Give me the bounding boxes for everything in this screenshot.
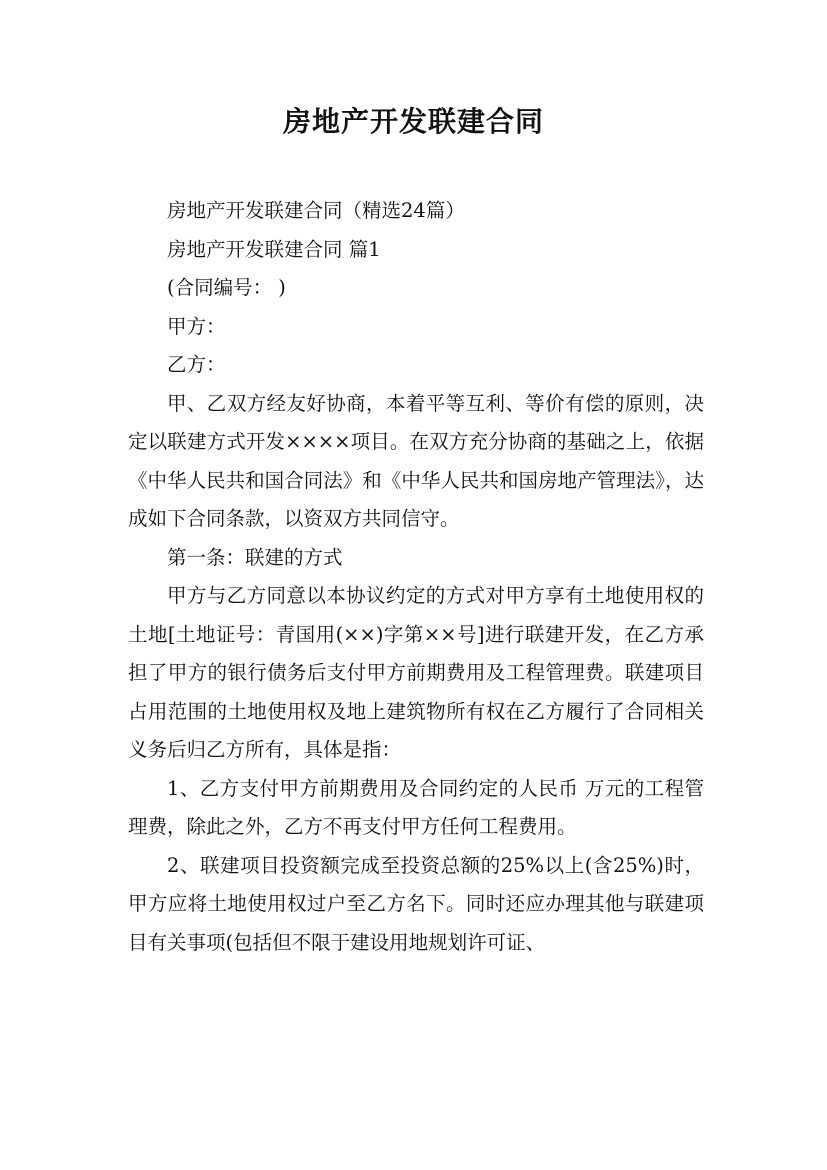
body-paragraph: 甲方： bbox=[167, 314, 226, 338]
document-title: 房地产开发联建合同 bbox=[282, 105, 544, 138]
body-paragraph: (合同编号： ) bbox=[167, 276, 286, 299]
body-paragraph: 房地产开发联建合同 篇1 bbox=[167, 237, 381, 261]
document-body bbox=[128, 192, 704, 962]
body-paragraph: 房地产开发联建合同（精选24篇） bbox=[167, 199, 465, 222]
body-paragraph: 2、联建项目投资额完成至投资总额的25%以上(含25%)时，甲方应将土地使用权过户至乙方名下。同时还应办理其他与联建项目有关事项(包括但不限于建设用地规划许可证、 bbox=[128, 853, 704, 954]
section-heading: 第一条：联建的方式 bbox=[167, 545, 343, 569]
body-paragraph: 乙方： bbox=[167, 353, 226, 376]
body-paragraph: 甲、乙双方经友好协商，本着平等互利、等价有偿的原则，决定以联建方式开发××××项目。在双方充分协商的基础之上，依据《中华人民共和国合同法》和《中华人民共和国房地产管理法》，达成如下合同条款，以资双方共同信守。 bbox=[128, 391, 704, 530]
body-paragraph: 甲方与乙方同意以本协议约定的方式对甲方享有土地使用权的土地[土地证号：青国用(××)字第××号]进行联建开发，在乙方承担了甲方的银行债务后支付甲方前期费用及工程管理费。联建项目占用范围的土地使用权及地上建筑物所有权在乙方履行了合同相关义务后归乙方所有，具体是指： bbox=[128, 584, 704, 761]
body-paragraph: 1、乙方支付甲方前期费用及合同约定的人民币 万元的工程管理费，除此之外，乙方不再支付甲方任何工程费用。 bbox=[128, 776, 704, 838]
